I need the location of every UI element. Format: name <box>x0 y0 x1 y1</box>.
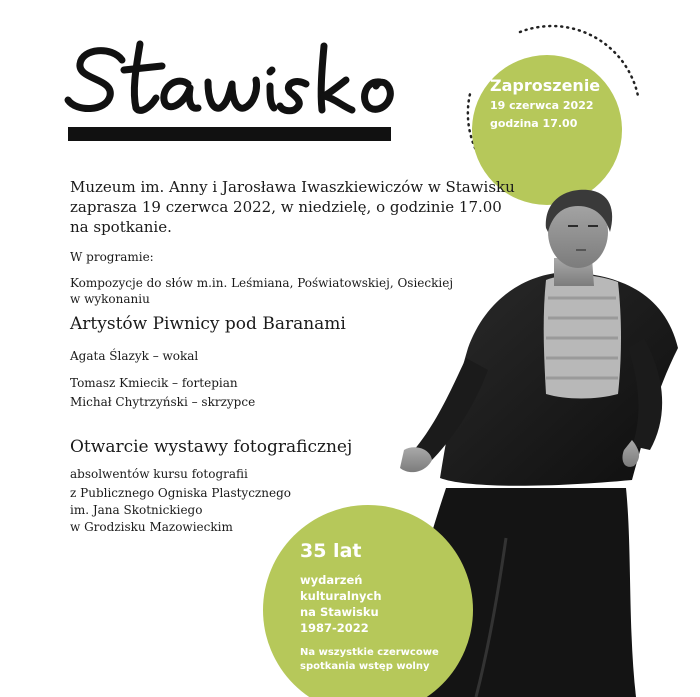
performer-1: Agata Ślazyk – wokal <box>70 349 199 363</box>
exhibition-heading: Otwarcie wystawy fotograficznej <box>70 437 353 457</box>
anniversary-line-3: na Stawisku <box>300 605 379 619</box>
exhibition-line-3: im. Jana Skotnickiego <box>70 503 203 517</box>
badge-time: godzina 17.00 <box>490 117 578 130</box>
anniversary-line-1: wydarzeń <box>300 573 363 587</box>
logo-underline-bar <box>68 127 391 141</box>
anniversary-years: 35 lat <box>300 540 362 562</box>
free-entry-line-1: Na wszystkie czerwcowe <box>300 647 439 658</box>
intro-line-3: na spotkanie. <box>70 218 172 236</box>
composition-line-2: w wykonaniu <box>70 292 150 306</box>
exhibition-line-1: absolwentów kursu fotografii <box>70 467 248 481</box>
stawisko-wordmark-graphic <box>62 38 407 120</box>
stawisko-logo <box>62 38 407 120</box>
badge-title: Zaproszenie <box>490 76 601 95</box>
intro-line-2: zaprasza 19 czerwca 2022, w niedzielę, o godzinie 17.00 <box>70 198 502 216</box>
performer-3: Michał Chytrzyński – skrzypce <box>70 395 256 409</box>
exhibition-line-4: w Grodzisku Mazowieckim <box>70 520 233 534</box>
anniversary-line-4: 1987-2022 <box>300 621 369 635</box>
anniversary-line-2: kulturalnych <box>300 589 382 603</box>
ensemble-heading: Artystów Piwnicy pod Baranami <box>70 314 346 334</box>
intro-line-1: Muzeum im. Anny i Jarosława Iwaszkiewiczów w Stawisku <box>70 178 515 196</box>
composition-line-1: Kompozycje do słów m.in. Leśmiana, Poświatowskiej, Osieckiej <box>70 276 454 290</box>
exhibition-line-2: z Publicznego Ogniska Plastycznego <box>70 486 291 500</box>
badge-date: 19 czerwca 2022 <box>490 99 594 112</box>
program-label: W programie: <box>70 250 154 264</box>
performer-2: Tomasz Kmiecik – fortepian <box>70 376 238 390</box>
free-entry-line-2: spotkania wstęp wolny <box>300 661 430 672</box>
